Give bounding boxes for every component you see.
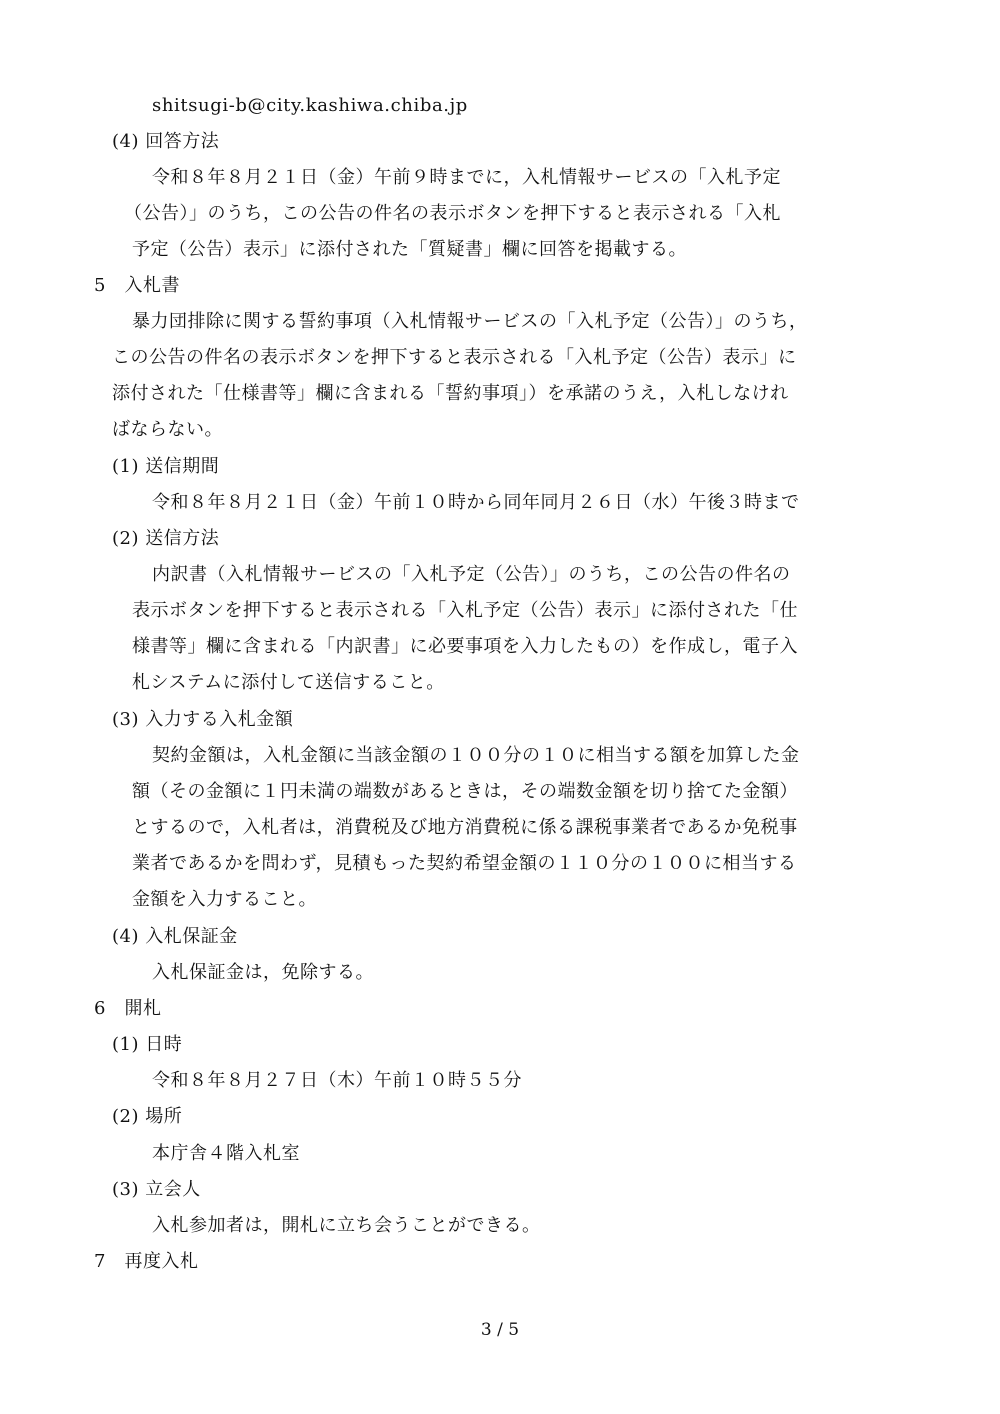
subsection-heading: (2) 場所 bbox=[112, 1106, 183, 1127]
text-line: 表示ボタンを押下すると表示される「入札予定（公告）表示」に添付された「仕 bbox=[132, 600, 798, 621]
text-line: 予定（公告）表示」に添付された「質疑書」欄に回答を掲載する。 bbox=[132, 239, 687, 260]
section-heading: 5 入札書 bbox=[94, 275, 180, 296]
subsection-heading: (4) 回答方法 bbox=[112, 131, 220, 152]
text-line: （公告）」のうち，この公告の件名の表示ボタンを押下すると表示される「入札 bbox=[124, 203, 781, 224]
text-line: 本庁舎４階入札室 bbox=[152, 1143, 300, 1164]
text-line: 令和８年８月２１日（金）午前１０時から同年同月２６日（水）午後３時まで bbox=[152, 492, 800, 513]
text-line: ばならない。 bbox=[112, 419, 223, 440]
subsection-heading: (1) 日時 bbox=[112, 1034, 183, 1055]
text-line: 内訳書（入札情報サービスの「入札予定（公告）」のうち，この公告の件名の bbox=[152, 564, 791, 585]
text-line: 契約金額は，入札金額に当該金額の１００分の１０に相当する額を加算した金 bbox=[152, 745, 800, 766]
text-line: この公告の件名の表示ボタンを押下すると表示される「入札予定（公告）表示」に bbox=[112, 347, 797, 368]
text-line: 令和８年８月２７日（木）午前１０時５５分 bbox=[152, 1070, 522, 1091]
subsection-heading: (3) 入力する入札金額 bbox=[112, 709, 294, 730]
text-line: 添付された「仕様書等」欄に含まれる「誓約事項」）を承諾のうえ，入札しなけれ bbox=[112, 383, 789, 404]
text-line: 令和８年８月２１日（金）午前９時までに，入札情報サービスの「入札予定 bbox=[152, 167, 781, 188]
text-line: 札システムに添付して送信すること。 bbox=[132, 672, 445, 693]
text-line: 業者であるかを問わず，見積もった契約希望金額の１１０分の１００に相当する bbox=[132, 853, 797, 874]
subsection-heading: (3) 立会人 bbox=[112, 1179, 201, 1200]
text-line: 暴力団排除に関する誓約事項（入札情報サービスの「入札予定（公告）」のうち， bbox=[132, 311, 808, 332]
text-line: 金額を入力すること。 bbox=[132, 889, 317, 910]
text-line: 入札参加者は，開札に立ち会うことができる。 bbox=[152, 1215, 541, 1236]
text-line: 入札保証金は，免除する。 bbox=[152, 962, 374, 983]
text-line: 様書等」欄に含まれる「内訳書」に必要事項を入力したもの）を作成し，電子入 bbox=[132, 636, 798, 657]
section-heading: 7 再度入札 bbox=[94, 1251, 199, 1272]
page-number: 3 / 5 bbox=[480, 1320, 520, 1340]
text-line: とするので，入札者は，消費税及び地方消費税に係る課税事業者であるか免税事 bbox=[132, 817, 798, 838]
subsection-heading: (2) 送信方法 bbox=[112, 528, 220, 549]
subsection-heading: (1) 送信期間 bbox=[112, 456, 220, 477]
email-address: shitsugi-b@city.kashiwa.chiba.jp bbox=[152, 95, 468, 116]
text-line: 額（その金額に１円未満の端数があるときは，その端数金額を切り捨てた金額） bbox=[132, 781, 798, 802]
section-heading: 6 開札 bbox=[94, 998, 162, 1019]
subsection-heading: (4) 入札保証金 bbox=[112, 926, 238, 947]
